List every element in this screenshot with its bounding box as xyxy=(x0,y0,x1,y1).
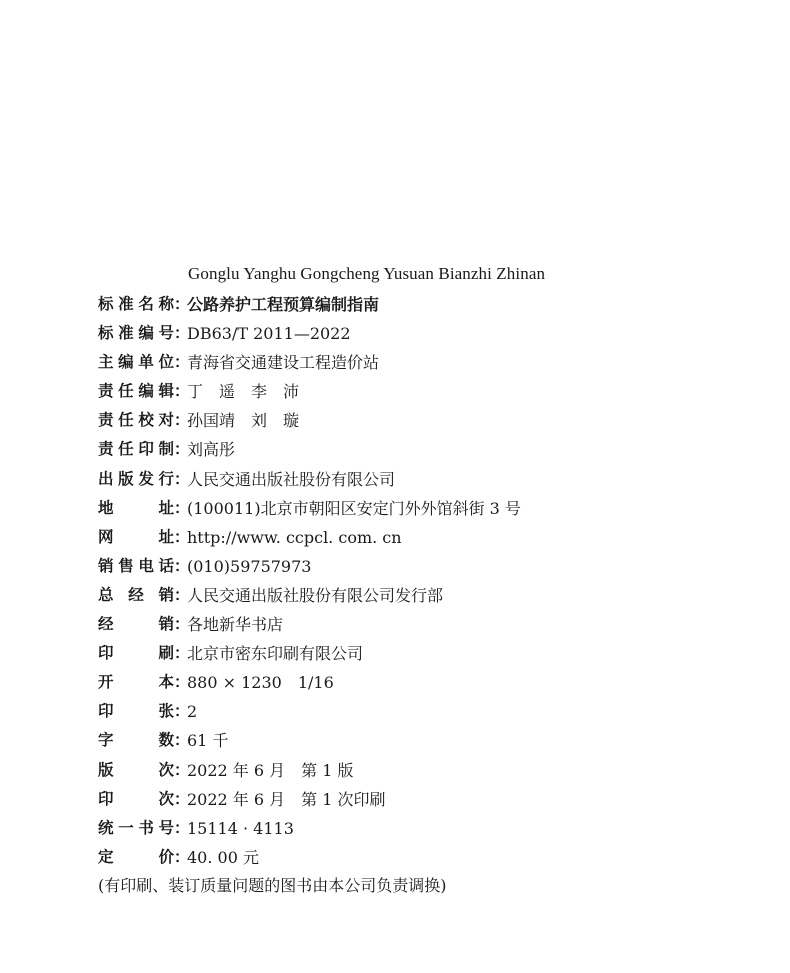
record-standard-number xyxy=(98,319,778,348)
record-format xyxy=(98,668,778,697)
record-colon: ： xyxy=(174,760,190,779)
record-editor-unit xyxy=(98,348,778,377)
pinyin-title: Gonglu Yanghu Gongcheng Yusuan Bianzhi Zhinan xyxy=(188,264,546,283)
record-value: (100011)北京市朝阳区安定门外外馆斜街 3 号 xyxy=(187,498,521,518)
record-book-number xyxy=(98,814,778,843)
record-value: 40. 00 元 xyxy=(187,847,259,867)
record-label: 网 址 xyxy=(98,527,174,546)
record-label: 总 经 销 xyxy=(98,585,174,604)
record-value: http://www. ccpcl. com. cn xyxy=(187,527,402,547)
record-label: 责任编辑 xyxy=(98,382,174,401)
record-label: 责任印制 xyxy=(98,440,174,459)
record-label: 经 销 xyxy=(98,615,174,634)
record-sales-phone xyxy=(98,552,778,581)
record-edition xyxy=(98,756,778,785)
record-value: 2022 年 6 月 第 1 次印刷 xyxy=(187,789,386,809)
record-sheets xyxy=(98,697,778,726)
quality-footnote: (有印刷、装订质量问题的图书由本公司负责调换) xyxy=(98,876,447,895)
record-printing xyxy=(98,785,778,814)
record-colon: ： xyxy=(174,411,190,430)
record-label: 印 张 xyxy=(98,702,174,721)
record-label: 版 次 xyxy=(98,760,174,779)
record-colon: ： xyxy=(174,324,190,343)
record-address xyxy=(98,494,778,523)
record-colon: ： xyxy=(174,702,190,721)
record-label: 印 次 xyxy=(98,789,174,808)
record-value: 北京市密东印刷有限公司 xyxy=(187,644,364,664)
record-standard-name xyxy=(98,290,778,319)
record-colon: ： xyxy=(174,847,190,866)
record-value: 孙国靖 刘 璇 xyxy=(187,411,300,431)
record-colon: ： xyxy=(174,673,190,692)
record-value: 人民交通出版社股份有限公司发行部 xyxy=(187,585,444,605)
record-colon: ： xyxy=(174,615,190,634)
record-value: 公路养护工程预算编制指南 xyxy=(187,295,380,314)
record-print-supervisor xyxy=(98,435,778,464)
record-colon: ： xyxy=(174,731,190,750)
record-colon: ： xyxy=(174,295,190,313)
record-label: 标准编号 xyxy=(98,324,174,343)
record-value: (010)59757973 xyxy=(187,556,312,576)
record-value: 880 × 1230 1/16 xyxy=(187,673,334,693)
record-label: 销售电话 xyxy=(98,556,174,575)
record-label: 标准名称 xyxy=(98,295,174,313)
record-price xyxy=(98,843,778,872)
record-website xyxy=(98,523,778,552)
record-label: 定 价 xyxy=(98,847,174,866)
record-value: 61 千 xyxy=(187,731,229,751)
record-value: 15114 · 4113 xyxy=(187,818,294,838)
record-colon: ： xyxy=(174,556,190,575)
imprint-records xyxy=(98,290,778,872)
record-value: DB63/T 2011—2022 xyxy=(187,324,351,344)
record-label: 统一书号 xyxy=(98,818,174,837)
record-colon: ： xyxy=(174,498,190,517)
record-colon: ： xyxy=(174,440,190,459)
record-value: 2022 年 6 月 第 1 版 xyxy=(187,760,354,780)
record-value: 人民交通出版社股份有限公司 xyxy=(187,469,396,489)
record-colon: ： xyxy=(174,789,190,808)
record-value: 丁 遥 李 沛 xyxy=(187,382,300,402)
record-printer xyxy=(98,639,778,668)
record-label: 责任校对 xyxy=(98,411,174,430)
record-label: 地 址 xyxy=(98,498,174,517)
record-colon: ： xyxy=(174,818,190,837)
record-value: 青海省交通建设工程造价站 xyxy=(187,353,380,373)
record-colon: ： xyxy=(174,585,190,604)
record-proofreader xyxy=(98,406,778,435)
record-colon: ： xyxy=(174,644,190,663)
record-colon: ： xyxy=(174,353,190,372)
record-publisher xyxy=(98,465,778,494)
record-responsible-editor xyxy=(98,377,778,406)
record-label: 出版发行 xyxy=(98,469,174,488)
record-label: 主编单位 xyxy=(98,353,174,372)
record-general-distributor xyxy=(98,581,778,610)
record-value: 刘高彤 xyxy=(187,440,236,460)
record-label: 开 本 xyxy=(98,673,174,692)
record-label: 字 数 xyxy=(98,731,174,750)
record-value: 2 xyxy=(187,702,198,722)
record-colon: ： xyxy=(174,469,190,488)
record-value: 各地新华书店 xyxy=(187,615,284,635)
record-label: 印 刷 xyxy=(98,644,174,663)
record-colon: ： xyxy=(174,382,190,401)
record-word-count xyxy=(98,726,778,755)
record-colon: ： xyxy=(174,527,190,546)
record-distributor xyxy=(98,610,778,639)
